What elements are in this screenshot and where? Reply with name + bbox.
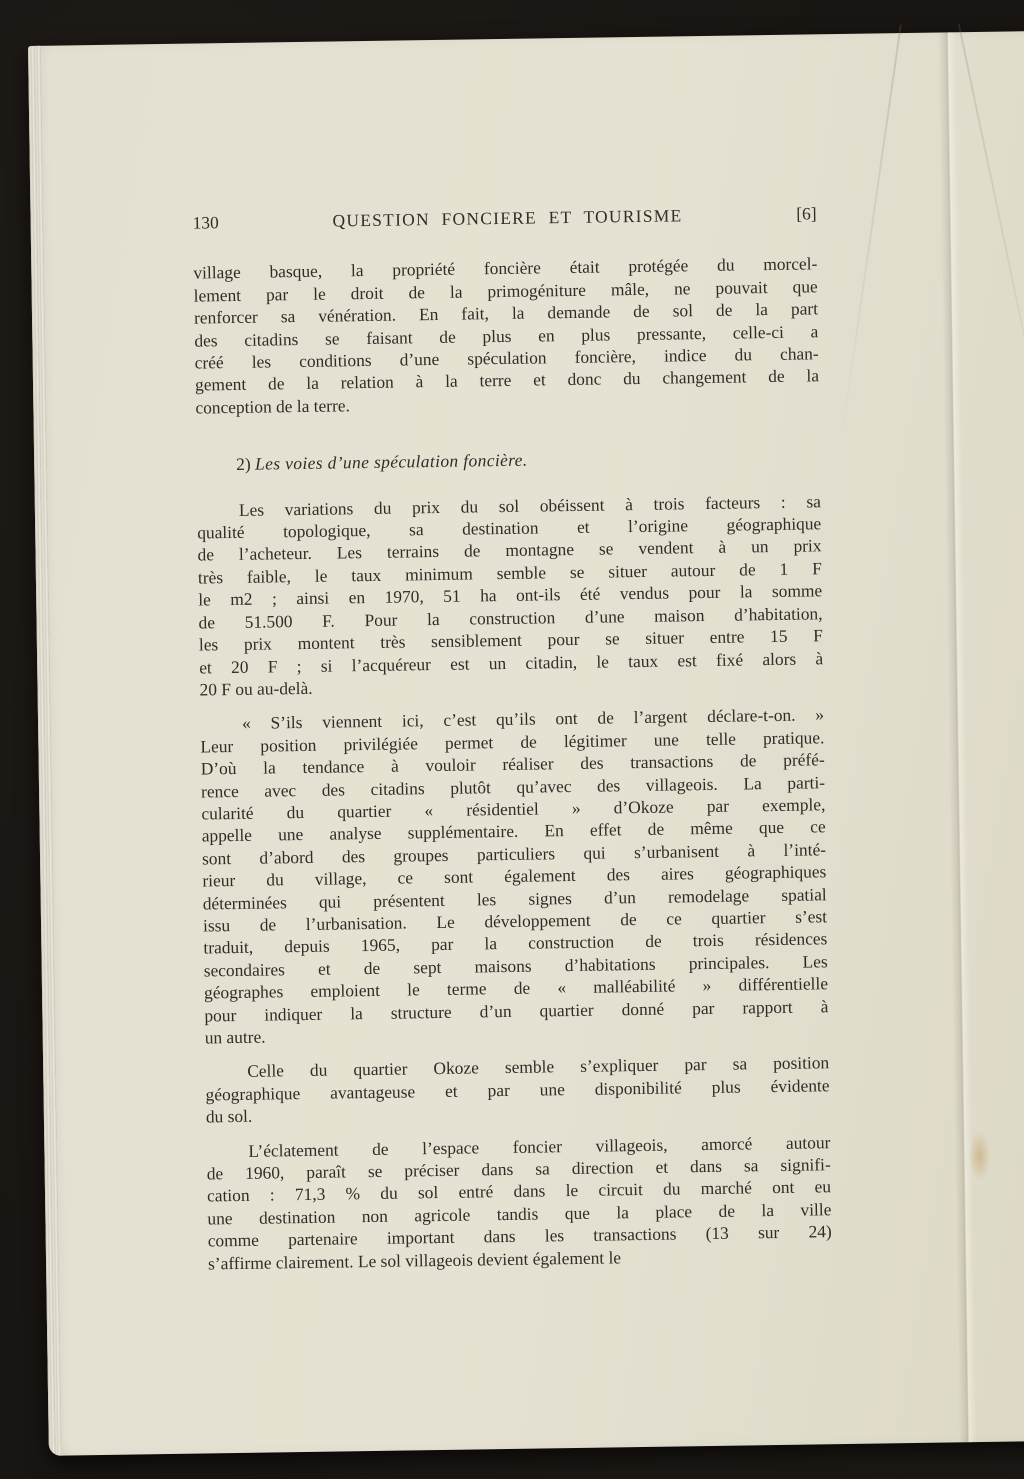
text-line: de l’acheteur. Les terrains de montagne se vendent à un prix [197, 535, 822, 566]
section-heading [236, 445, 820, 476]
text-block [192, 202, 832, 1286]
text-line: cularité du quartier « résidentiel » d’Okoze par exemple, [201, 794, 826, 824]
text-line: Leur position privilégiée permet de légitimer une telle pratique. [200, 726, 825, 757]
text-line: rieur du village, ce sont également des aires géographiques [202, 861, 827, 891]
text-line: renforcer sa vénération. En fait, la demande de sol de la part [193, 298, 819, 328]
paragraph-continuation [193, 253, 819, 419]
running-title: QUESTION FONCIERE ET TOURISME [332, 205, 683, 231]
text-line: une destination non agricole tandis que la place de la ville [207, 1199, 832, 1229]
diagonal-crease-left [839, 25, 902, 451]
paragraph-citadins [200, 704, 829, 1049]
text-line: secondaires et de sept maisons d’habitations principales. Les [203, 951, 828, 981]
text-line: qualité topologique, sa destination et l’origine géographique [197, 513, 822, 543]
text-line: comme partenaire important dans les transactions (13 sur 24) [207, 1221, 832, 1251]
section-number: 2) [236, 453, 251, 475]
text-line: sont d’abord des groupes particuliers qui s’urbanisent à l’inté- [201, 839, 827, 869]
text-line: de 51.500 F. Pour la construction d’une maison d’habitation, [198, 602, 823, 633]
text-line: D’où la tendance à vouloir réaliser des transactions de préfé- [200, 749, 825, 779]
text-line: géographes emploient le terme de « malléabilité » différentielle [203, 973, 829, 1003]
text-line: s’affirme clairement. Le sol villageois devient également le [207, 1246, 622, 1274]
text-line: rence avec des citadins plutôt qu’avec des villageois. La parti- [200, 771, 826, 802]
page-header [192, 202, 816, 234]
text-line: des citadins se faisant de plus en plus pressante, celle-ci a [194, 320, 819, 351]
text-line: cation : 71,3 % du sol entré dans le circuit du marché ont eu [206, 1176, 832, 1206]
section-title: Les voies d’une spéculation foncière. [254, 449, 528, 474]
text-line: lement par le droit de la primogéniture mâle, ne pouvait que [193, 276, 818, 306]
page-number: 130 [192, 212, 219, 233]
text-line: issu de l’urbanisation. Le développement de ce quartier s’est [202, 906, 828, 936]
paper-stain [968, 1130, 991, 1182]
text-line: 20 F ou au-delà. [199, 677, 313, 700]
text-line: conception de la terre. [195, 395, 351, 418]
text-line: gement de la relation à la terre et donc du changement de la [194, 365, 820, 395]
page-edge-stack [28, 46, 62, 1456]
text-line: Les variations du prix du sol obéissent à trois facteurs : sa [238, 490, 821, 520]
text-line: géographique avantageuse et par une disponibilité plus évidente [205, 1075, 830, 1105]
text-line: déterminées qui présentent les signes d’un remodelage spatial [202, 883, 827, 914]
text-line: traduit, depuis 1965, par la construction de trois résidences [203, 928, 828, 958]
paragraph-eclatement [206, 1131, 832, 1275]
text-line: appelle une analyse supplémentaire. En effet de même que ce [201, 816, 826, 846]
text-line: créé les conditions d’une spéculation foncière, indice du chan- [194, 343, 819, 373]
text-line: du sol. [205, 1106, 253, 1127]
bracket-reference: [6] [796, 203, 817, 224]
vertical-crease [938, 32, 977, 1442]
text-line: un autre. [204, 1026, 266, 1048]
text-line: village basque, la propriété foncière était protégée du morcel- [193, 253, 818, 283]
text-line: de 1960, paraît se préciser dans sa direction et dans sa signifi- [206, 1154, 831, 1184]
text-line: pour indiquer la structure d’un quartier donné par rapport à [204, 995, 829, 1026]
scanned-book-page [28, 31, 1024, 1456]
text-line: L’éclatement de l’espace foncier villageois, amorcé autour [248, 1131, 831, 1161]
text-line: « S’ils viennent ici, c’est qu’ils ont de l’argent déclare-t-on. » [241, 704, 825, 734]
text-line: très faible, le taux minimum semble se situer autour de 1 F [197, 558, 822, 588]
paragraph-okoze [205, 1052, 830, 1128]
diagonal-crease-right [958, 24, 1024, 494]
paragraph-price-factors [197, 490, 824, 701]
text-line: les prix montent très sensiblement pour se situer entre 15 F [198, 625, 823, 655]
text-line: et 20 F ; si l’acquéreur est un citadin, le taux est fixé alors à [199, 647, 824, 678]
text-line: Celle du quartier Okoze semble s’expliquer par sa position [247, 1052, 830, 1082]
text-line: le m2 ; ainsi en 1970, 51 ha ont-ils été vendus pour la somme [198, 580, 823, 610]
